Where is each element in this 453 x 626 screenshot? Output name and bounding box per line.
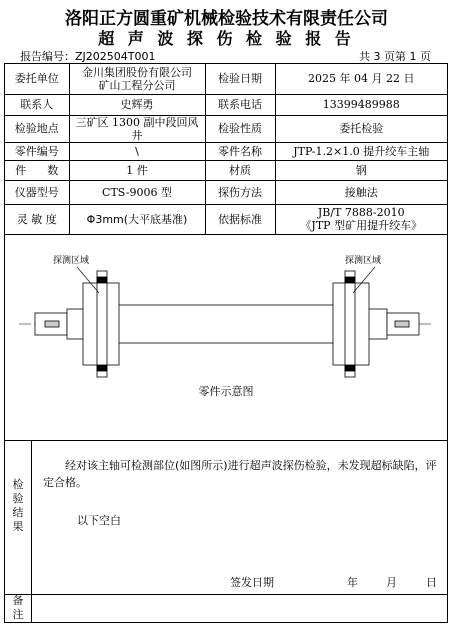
value-standard — [275, 204, 447, 234]
remarks-label: 备 注 — [12, 594, 24, 621]
label-sensitivity: 灵 敏 度 — [5, 204, 69, 234]
value-part-name: JTP-1.2×1.0 提升绞车主轴 — [275, 142, 447, 160]
label-location: 检验地点 — [5, 115, 69, 142]
divider-diagram — [5, 440, 447, 441]
sign-day: 日 — [426, 576, 437, 589]
value-instrument: CTS-9006 型 — [69, 180, 205, 204]
label-quantity: 件 数 — [5, 160, 69, 180]
report-frame — [4, 63, 448, 623]
zone-leaders — [77, 267, 375, 293]
page-info: 共 3 页第 1 页 — [359, 50, 431, 63]
label-instrument: 仪器型号 — [5, 180, 69, 204]
value-sensitivity: Φ3mm(大平底基准) — [69, 204, 205, 234]
report-number: 报告编号：ZJ202504T001 — [20, 50, 156, 63]
label-client: 委托单位 — [5, 64, 69, 94]
table-row — [5, 180, 447, 204]
label-standard: 依据标准 — [205, 204, 275, 234]
client-line-1: 金川集团股份有限公司 — [82, 65, 192, 79]
blank-note: 以下空白 — [77, 514, 121, 527]
table-row — [5, 64, 447, 94]
shaft-body — [101, 305, 353, 343]
standard-line-1: JB/T 7888-2010 — [317, 206, 405, 219]
label-nature: 检验性质 — [205, 115, 275, 142]
table-row — [5, 115, 447, 142]
label-phone: 联系电话 — [205, 94, 275, 115]
value-phone: 13399489988 — [275, 94, 447, 115]
label-inspection-date: 检验日期 — [205, 64, 275, 94]
value-location: 三矿区 1300 副中段回风井 — [69, 115, 205, 142]
company-name: 洛阳正方圆重矿机械检验技术有限责任公司 — [65, 9, 388, 29]
result-label: 检 验 结 果 — [12, 478, 24, 533]
label-method: 探伤方法 — [205, 180, 275, 204]
table-row — [5, 160, 447, 180]
conclusion-text: 经对该主轴可检测部位(如图所示)进行超声波探伤检验，未发现超标缺陷，评定合格。 — [43, 459, 437, 489]
value-part-no: \ — [69, 142, 205, 160]
value-method: 接触法 — [275, 180, 447, 204]
divider-remarks — [5, 594, 447, 595]
sign-year: 年 — [347, 576, 358, 589]
remarks-label-divider — [31, 594, 32, 622]
result-label-divider — [31, 440, 32, 594]
zone-label-right: 探测区域 — [345, 256, 382, 266]
sign-date-label: 签发日期 — [230, 576, 274, 589]
label-part-name: 零件名称 — [205, 142, 275, 160]
value-contact: 史辉勇 — [69, 94, 205, 115]
value-nature: 委托检验 — [275, 115, 447, 142]
value-quantity: 1 件 — [69, 160, 205, 180]
report-title: 超 声 波 探 伤 检 验 报 告 — [98, 29, 355, 48]
standard-line-2: 《JTP 型矿用提升绞车》 — [300, 219, 423, 232]
info-table — [5, 64, 447, 235]
value-material: 钢 — [275, 160, 447, 180]
client-line-2: 矿山工程分公司 — [98, 78, 176, 92]
table-row — [5, 204, 447, 234]
value-client — [69, 64, 205, 94]
label-contact: 联系人 — [5, 94, 69, 115]
shaft-drawing — [19, 271, 433, 377]
diagram-caption: 零件示意图 — [198, 385, 254, 398]
table-row — [5, 142, 447, 160]
value-inspection-date: 2025 年 04 月 22 日 — [275, 64, 447, 94]
label-part-no: 零件编号 — [5, 142, 69, 160]
sign-month: 月 — [386, 576, 397, 589]
zone-label-left: 探测区域 — [53, 256, 90, 266]
table-row — [5, 94, 447, 115]
label-material: 材质 — [205, 160, 275, 180]
